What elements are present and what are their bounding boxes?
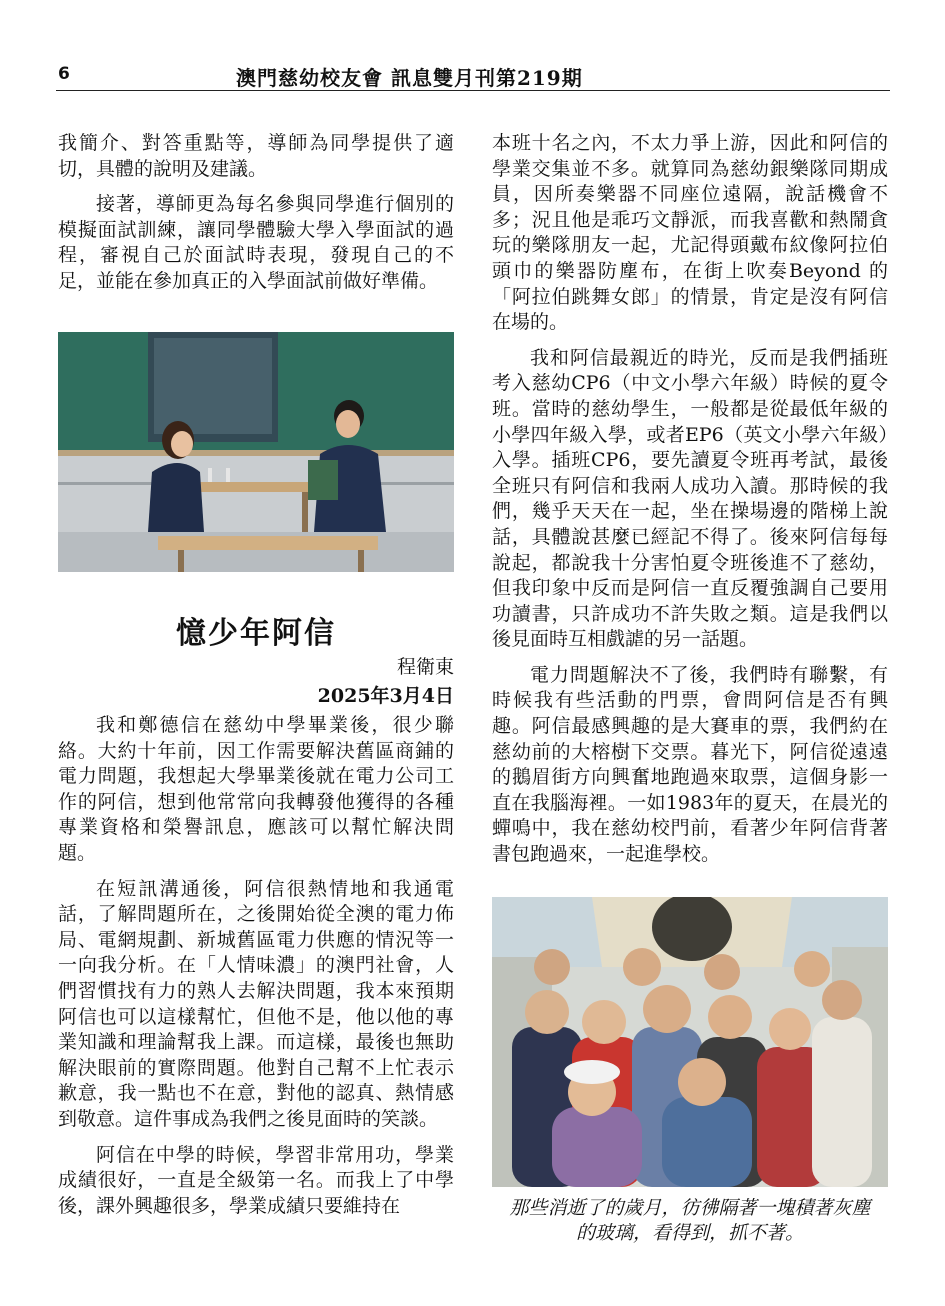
paragraph: 在短訊溝通後，阿信很熱情地和我通電話，了解問題所在，之後開始從全澳的電力佈局、電網規劃、新城舊區電力供應的情況等一一向我分析。在「人情味濃」的澳門社會，人們習慣找有力的熟人去解決問題，我本來預期阿信也可以這樣幫忙，但他不是，他以他的專業知識和理論幫我上課。而這樣，最後也無助解決眼前的實際問題。他對自己幫不上忙表示歉意，我一點也不在意，對他的認真、熱情感到敬意。這件事成為我們之後見面時的笑談。 — [58, 877, 454, 1130]
group-photo-illustration — [492, 897, 888, 1187]
caption-line: 的玻璃，看得到，抓不著。 — [575, 1222, 804, 1244]
paragraph: 本班十名之內，不太力爭上游，因此和阿信的學業交集並不多。就算同為慈幼銀樂隊同期成員，因所奏樂器不同座位遠隔，說話機會不多；況且他是乖巧文靜派，而我喜歡和熱鬧貪玩的樂隊朋友一起，尤記得頭戴布紋像阿拉伯頭巾的樂器防塵布，在街上吹奏Beyond 的「阿拉伯跳舞女郎」的情景，肯定是沒有阿信在場的。 — [492, 132, 888, 334]
article-date: 2025年3月4日 — [317, 685, 454, 707]
paragraph: 電力問題解決不了後，我們時有聯繫，有時候我有些活動的門票，會問阿信是否有興趣。阿信最感興趣的是大賽車的票，我們約在慈幼前的大榕樹下交票。暮光下，阿信從遠遠的鵝眉街方向興奮地跑過來取票，這個身影一直在我腦海裡。一如1983年的夏天，在晨光的蟬鳴中，我在慈幼校門前，看著少年阿信背著書包跑過來，一起進學校。 — [492, 663, 888, 866]
group-photo — [492, 897, 888, 1187]
caption-line: 那些消逝了的歲月，彷彿隔著一塊積著灰塵 — [509, 1197, 871, 1219]
paragraph: 我簡介、對答重點等，導師為同學提供了適切，具體的說明及建議。 — [58, 132, 454, 180]
left-column-bottom — [58, 713, 454, 1219]
paragraph: 我和阿信最親近的時光，反而是我們插班考入慈幼CP6（中文小學六年級）時候的夏令班。當時的慈幼學生，一般都是從最低年級的小學四年級入學，或者EP6（英文小學六年級）入學。插班CP6，要先讀夏令班再考試，最後全班只有阿信和我兩人成功入讀。那時候的我們，幾乎天天在一起，坐在操場邊的階梯上說話，具體說甚麼已經記不得了。後來阿信每每說起，都說我十分害怕夏令班後進不了慈幼，但我印象中反而是阿信一直反覆強調自己要用功讀書，只許成功不許失敗之類。這是我們以後見面時互相戲謔的另一話題。 — [492, 346, 888, 651]
interview-photo — [58, 332, 454, 572]
left-column-top — [58, 131, 454, 295]
newsletter-title: 澳門慈幼校友會 訊息雙月刊第219期 — [236, 66, 583, 90]
header-rule — [56, 90, 890, 91]
article-author: 程衛東 — [396, 656, 454, 678]
paragraph: 接著，導師更為每名參與同學進行個別的模擬面試訓練，讓同學體驗大學入學面試的過程，審視自己於面試時表現，發現自己的不足，並能在參加真正的入學面試前做好準備。 — [58, 193, 454, 292]
photo-caption — [492, 1196, 888, 1246]
paragraph: 阿信在中學的時候，學習非常用功，學業成績很好，一直是全級第一名。而我上了中學後，課外興趣很多，學業成績只要維持在 — [58, 1143, 454, 1217]
page-header — [58, 62, 890, 88]
paragraph: 我和鄭德信在慈幼中學畢業後，很少聯絡。大約十年前，因工作需要解決舊區商鋪的電力問題，我想起大學畢業後就在電力公司工作的阿信，想到他常常向我轉發他獲得的各種專業資格和榮譽訊息，應該可以幫忙解決問題。 — [58, 714, 454, 864]
interview-photo-illustration — [58, 332, 454, 572]
right-column — [492, 131, 888, 868]
page-number: 6 — [58, 64, 70, 84]
article-title: 憶少年阿信 — [176, 616, 336, 651]
